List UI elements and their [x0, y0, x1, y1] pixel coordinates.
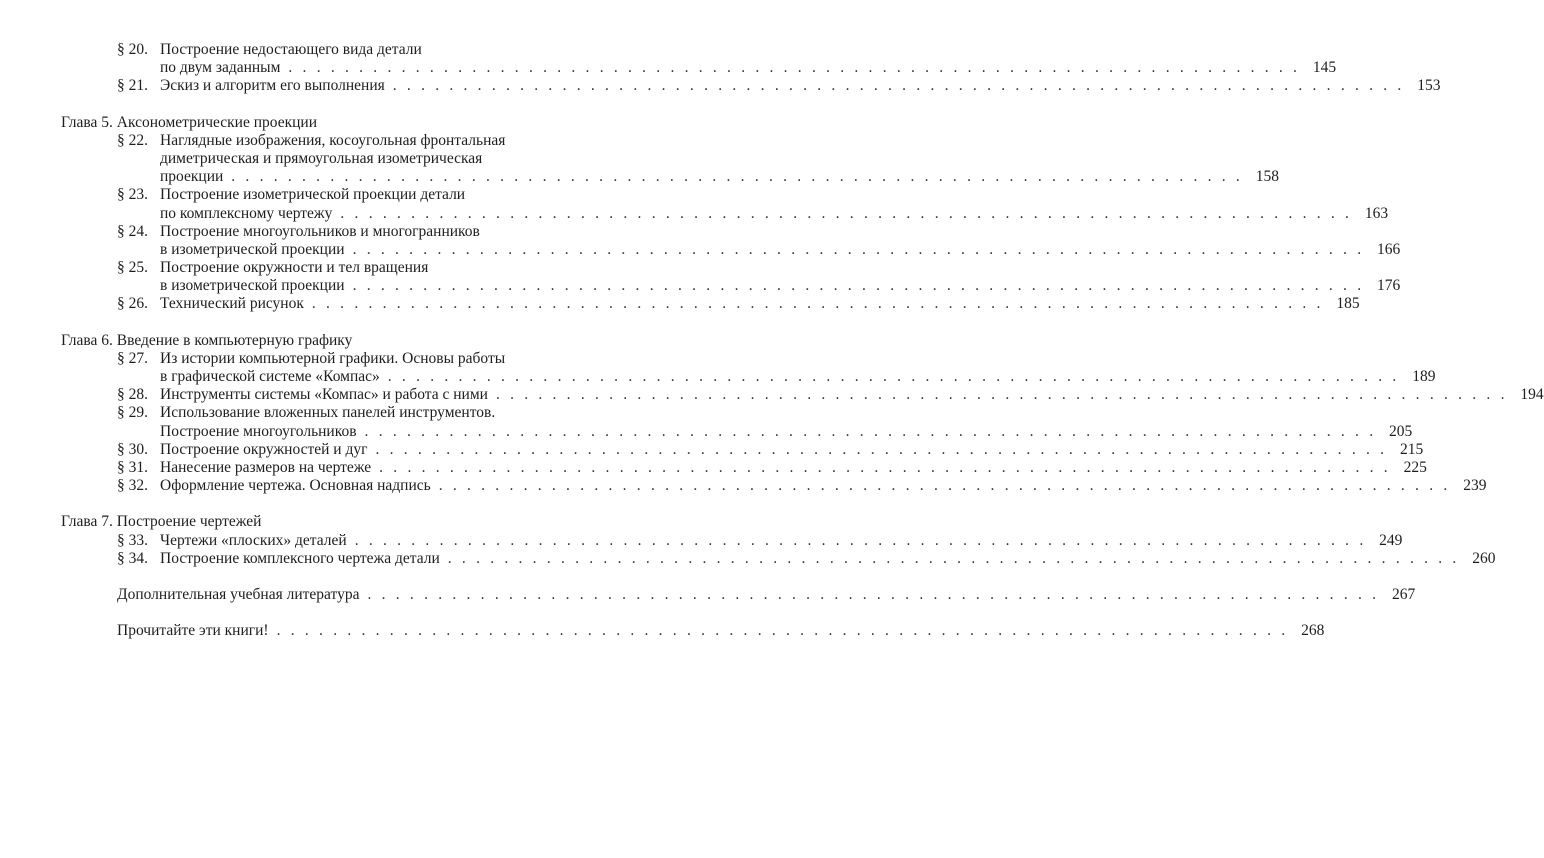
- page-number: 260: [1472, 549, 1496, 567]
- table-of-contents: [0, 41, 1544, 640]
- chapter-6-title: Глава 6. Введение в компьютерную графику: [61, 331, 353, 349]
- section-number: § 24.: [117, 222, 148, 240]
- toc-entry-24: [0, 223, 608, 241]
- leader-dots: . . . . . . . . . . . . . . . . . . . . . . . . . . . . . . . . . . . . . . . . . . . . . . . . . . . . . . . . . . . . . . . . . . . . . . . .: [438, 477, 1451, 495]
- leader-dots: . . . . . . . . . . . . . . . . . . . . . . . . . . . . . . . . . . . . . . . . . . . . . . . . . . . . . . . . . . . . . . . . . . . . . . . .: [392, 77, 1405, 95]
- leader-dots: . . . . . . . . . . . . . . . . . . . . . . . . . . . . . . . . . . . . . . . . . . . . . . . . . . . . . . . . . . . . . . . . . . . . . . . .: [379, 458, 1391, 476]
- toc-entry-33: [0, 531, 1403, 550]
- leader-dots: . . . . . . . . . . . . . . . . . . . . . . . . . . . . . . . . . . . . . . . . . . . . . . . . . . . . . . . . . . . . . . . . . . . . . . . .: [352, 240, 1365, 258]
- toc-entry-20-cont: [0, 59, 1337, 77]
- section-title: Инструменты системы «Компас» и работа с ними: [160, 386, 488, 404]
- page-number: 153: [1417, 77, 1441, 95]
- leader-dots: . . . . . . . . . . . . . . . . . . . . . . . . . . . . . . . . . . . . . . . . . . . . . . . . . . . . . . . . . . . . . . . . . . . . . . . .: [375, 440, 1388, 458]
- section-title: Технический рисунок: [160, 295, 304, 313]
- chapter-5-title: Глава 5. Аксонометрические проекции: [61, 113, 317, 131]
- section-number: § 34.: [117, 549, 148, 567]
- page-number: 225: [1403, 458, 1427, 476]
- toc-entry-22: [0, 132, 608, 150]
- toc-entry-29: [0, 404, 608, 422]
- section-title: Оформление чертежа. Основная надпись: [160, 477, 431, 495]
- section-title: Построение многоугольников и многогранников: [160, 222, 480, 240]
- section-number: § 27.: [117, 349, 148, 367]
- section-title-cont: Построение многоугольников: [160, 422, 357, 440]
- toc-entry-34: [0, 549, 1496, 568]
- leader-dots: . . . . . . . . . . . . . . . . . . . . . . . . . . . . . . . . . . . . . . . . . . . . . . . . . . . . . . . . . . . . . . . . . . . . . . . .: [364, 422, 1377, 440]
- toc-entry-22-cont2: [0, 168, 1280, 186]
- leader-dots: . . . . . . . . . . . . . . . . . . . . . . . . . . . . . . . . . . . . . . . . . . . . . . . . . . . . . . . . . . . . . . . . . . . . . . . .: [495, 386, 1508, 404]
- page-number: 215: [1399, 440, 1424, 458]
- page-number: 176: [1377, 277, 1401, 295]
- toc-entry-27-cont: [0, 368, 1436, 386]
- section-title: Построение комплексного чертежа детали: [160, 549, 440, 567]
- page-number: 194: [1520, 386, 1544, 404]
- section-number: § 23.: [117, 186, 148, 204]
- page-number: 205: [1389, 422, 1413, 440]
- section-title-cont: по двум заданным: [160, 59, 281, 77]
- section-number: § 20.: [117, 41, 148, 58]
- section-title-cont: в изометрической проекции: [160, 277, 345, 295]
- section-title: Построение недостающего вида детали: [160, 41, 422, 58]
- toc-entry-25: [0, 259, 608, 277]
- toc-entry-23: [0, 186, 608, 204]
- section-title: Построение окружности и тел вращения: [160, 259, 429, 277]
- toc-entry-21: [0, 77, 1441, 95]
- toc-entry-32: [0, 477, 1487, 495]
- section-number: § 25.: [117, 259, 148, 277]
- section-number: § 32.: [117, 477, 148, 495]
- section-title: Построение изометрической проекции детали: [160, 186, 466, 204]
- toc-entry-28: [0, 386, 1544, 404]
- leader-dots: . . . . . . . . . . . . . . . . . . . . . . . . . . . . . . . . . . . . . . . . . . . . . . . . . . . . . . . . . . . . . . . . . . . . . . . .: [447, 549, 1460, 567]
- section-title: Использование вложенных панелей инструментов.: [160, 404, 496, 422]
- section-number: § 33.: [117, 531, 148, 549]
- section-title: Построение окружностей и дуг: [160, 440, 368, 458]
- section-number: § 26.: [117, 295, 148, 313]
- leader-dots: . . . . . . . . . . . . . . . . . . . . . . . . . . . . . . . . . . . . . . . . . . . . . . . . . . . . . . . . . . . . . . . . . . . . . . . .: [311, 295, 1324, 313]
- leader-dots: . . . . . . . . . . . . . . . . . . . . . . . . . . . . . . . . . . . . . . . . . . . . . . . . . . . . . . . . . . . . . . . . . . . . . . . .: [367, 585, 1380, 603]
- section-title: Наглядные изображения, косоугольная фронтальная: [160, 131, 506, 149]
- toc-entry-26: [0, 295, 1360, 313]
- section-title: Нанесение размеров на чертеже: [160, 458, 372, 476]
- leader-dots: . . . . . . . . . . . . . . . . . . . . . . . . . . . . . . . . . . . . . . . . . . . . . . . . . . . . . . . . . . . . . . . . . . . . . . . .: [352, 277, 1365, 295]
- toc-entry-22-cont: [0, 150, 608, 168]
- toc-entry-25-cont: [0, 277, 1401, 295]
- leader-dots: . . . . . . . . . . . . . . . . . . . . . . . . . . . . . . . . . . . . . . . . . . . . . . . . . . . . . . . . . . . . . . . . . . . . . . . .: [387, 368, 1400, 385]
- chapter-7-title: Глава 7. Построение чертежей: [61, 513, 262, 531]
- toc-entry-31: [0, 458, 1427, 477]
- toc-entry-literature: [0, 585, 1416, 604]
- entry-title: Прочитайте эти книги!: [117, 622, 269, 640]
- section-title-cont: проекции: [160, 168, 224, 186]
- leader-dots: . . . . . . . . . . . . . . . . . . . . . . . . . . . . . . . . . . . . . . . . . . . . . . . . . . . . . . . . . . . . . . . . . . . . . . . .: [288, 59, 1301, 77]
- section-title: Из истории компьютерной графики. Основы работы: [160, 349, 506, 367]
- toc-entry-27: [0, 350, 608, 368]
- section-number: § 30.: [117, 440, 148, 458]
- leader-dots: . . . . . . . . . . . . . . . . . . . . . . . . . . . . . . . . . . . . . . . . . . . . . . . . . . . . . . . . . . . . . . . . . . . . . . . .: [340, 204, 1353, 222]
- page-number: 158: [1255, 168, 1280, 186]
- entry-title: Дополнительная учебная литература: [117, 585, 360, 603]
- section-number: § 29.: [117, 404, 148, 422]
- section-title: Эскиз и алгоритм его выполнения: [160, 77, 385, 95]
- page-number: 185: [1336, 295, 1360, 313]
- section-title-cont: диметрическая и прямоугольная изометрическая: [160, 149, 483, 167]
- toc-entry-books: [0, 622, 1325, 640]
- page-number: 189: [1412, 368, 1436, 385]
- page-number: 145: [1312, 59, 1337, 77]
- page-number: 239: [1463, 477, 1487, 495]
- toc-entry-24-cont: [0, 240, 1401, 259]
- section-number: § 22.: [117, 131, 148, 149]
- section-title-cont: в графической системе «Компас»: [160, 368, 380, 385]
- toc-entry-29-cont: [0, 422, 1413, 441]
- section-title: Чертежи «плоских» деталей: [160, 531, 347, 549]
- section-number: § 31.: [117, 458, 148, 476]
- toc-entry-30: [0, 440, 1424, 459]
- section-number: § 28.: [117, 386, 148, 404]
- section-number: § 21.: [117, 77, 148, 95]
- page-number: 249: [1379, 531, 1403, 549]
- page-number: 166: [1377, 240, 1401, 258]
- toc-entry-23-cont: [0, 204, 1389, 223]
- section-title-cont: в изометрической проекции: [160, 240, 345, 258]
- leader-dots: . . . . . . . . . . . . . . . . . . . . . . . . . . . . . . . . . . . . . . . . . . . . . . . . . . . . . . . . . . . . . . . . . . . . . . . .: [231, 168, 1244, 186]
- leader-dots: . . . . . . . . . . . . . . . . . . . . . . . . . . . . . . . . . . . . . . . . . . . . . . . . . . . . . . . . . . . . . . . . . . . . . . . .: [276, 622, 1289, 640]
- toc-entry-20: [0, 41, 608, 59]
- section-title-cont: по комплексному чертежу: [160, 204, 333, 222]
- page-number: 267: [1391, 585, 1416, 603]
- leader-dots: . . . . . . . . . . . . . . . . . . . . . . . . . . . . . . . . . . . . . . . . . . . . . . . . . . . . . . . . . . . . . . . . . . . . . . . .: [354, 531, 1367, 549]
- page-number: 268: [1301, 622, 1325, 640]
- page-number: 163: [1364, 204, 1389, 222]
